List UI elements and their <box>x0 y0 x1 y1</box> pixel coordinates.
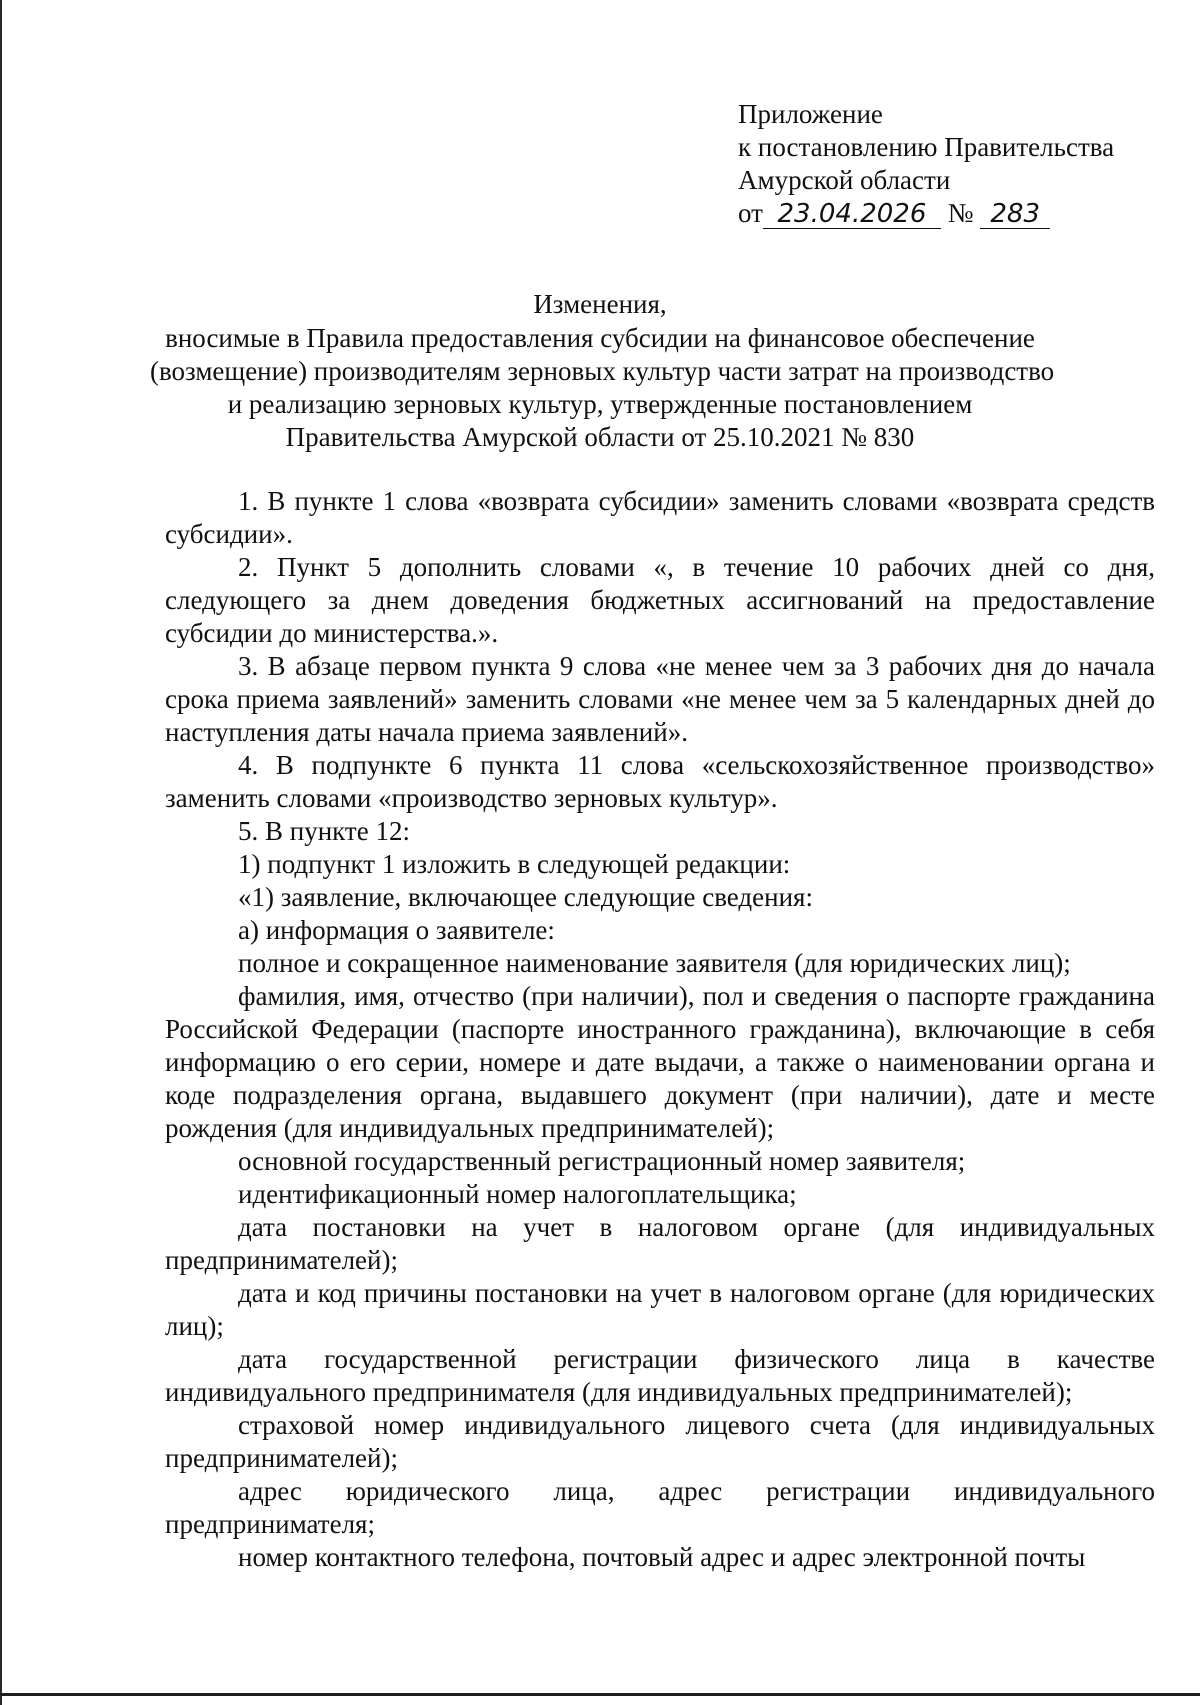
document-title: Изменения, <box>533 289 667 319</box>
appendix-header <box>738 98 1178 230</box>
handwritten-number: 283 <box>980 200 1050 229</box>
document-subtitle <box>150 322 1055 454</box>
info-inn: идентификационный номер налогоплательщика; <box>238 1179 797 1209</box>
info-tax-registration-legal: дата и код причины постановки на учет в налоговом органе (для юридических лиц); <box>165 1278 1155 1341</box>
appendix-region-line: Амурской области <box>738 165 951 195</box>
appendix-resolution-line: к постановлению Правительства <box>738 132 1115 162</box>
document-body <box>165 485 1155 1574</box>
scan-edge-left <box>0 0 2 1705</box>
paragraph-item-1: 1. В пункте 1 слова «возврата субсидии» заменить словами «возврата средств субсидии». <box>165 486 1155 549</box>
handwritten-date: 23.04.2026 <box>763 200 941 229</box>
paragraph-item-4: 4. В подпункте 6 пункта 11 слова «сельскохозяйственное производство» заменить словами «производство зерновых культур». <box>165 750 1155 813</box>
applicant-info-clause: а) информация о заявителе: <box>238 915 555 945</box>
date-prefix: от <box>738 198 763 228</box>
info-snils: страховой номер индивидуального лицевого счета (для индивидуальных предпринимателей); <box>165 1410 1155 1473</box>
paragraph-item-5: 5. В пункте 12: <box>238 816 410 846</box>
subtitle-line-2: (возмещение) производителям зерновых культур части затрат на производство <box>150 356 1055 386</box>
subtitle-line-1: вносимые в Правила предоставления субсидии на финансовое обеспечение <box>165 323 1035 353</box>
number-prefix: № <box>947 198 974 228</box>
info-tax-registration-ip: дата постановки на учет в налоговом органе (для индивидуальных предпринимателей); <box>165 1212 1155 1275</box>
subitem-1: 1) подпункт 1 изложить в следующей редакции: <box>238 849 791 879</box>
paragraph-item-2: 2. Пункт 5 дополнить словами «, в течение 10 рабочих дней со дня, следующего за днем доведения бюджетных ассигнований на предоставление субсидии до министерства.». <box>165 552 1155 648</box>
info-state-registration: дата государственной регистрации физического лица в качестве индивидуального предпринимателя (для индивидуальных предпринимателей); <box>165 1344 1155 1407</box>
application-clause: «1) заявление, включающее следующие сведения: <box>238 882 813 912</box>
info-full-name: полное и сокращенное наименование заявителя (для юридических лиц); <box>238 948 1071 978</box>
scan-edge-bottom <box>0 1693 1200 1696</box>
info-address: адрес юридического лица, адрес регистрации индивидуального предпринимателя; <box>165 1476 1155 1539</box>
paragraph-item-3: 3. В абзаце первом пункта 9 слова «не менее чем за 3 рабочих дня до начала срока приема заявлений» заменить словами «не менее чем за 5 календарных дней до наступления даты начала приема заявлений». <box>165 651 1155 747</box>
appendix-title: Приложение <box>738 99 883 129</box>
subtitle-line-3: и реализацию зерновых культур, утвержденные постановлением <box>227 389 973 419</box>
info-passport: фамилия, имя, отчество (при наличии), пол и сведения о паспорте гражданина Российской Федерации (паспорте иностранного гражданина), включающие в себя информацию о его серии, номере и дате выдачи, а также о наименовании органа и коде подразделения органа, выдавшего документ (при наличии), дате и месте рождения (для индивидуальных предпринимателей); <box>165 981 1155 1143</box>
subtitle-line-4: Правительства Амурской области от 25.10.2021 № 830 <box>285 422 915 452</box>
info-contacts: номер контактного телефона, почтовый адрес и адрес электронной почты <box>238 1542 1086 1572</box>
info-ogrn: основной государственный регистрационный номер заявителя; <box>238 1146 966 1176</box>
appendix-date-number-line <box>738 197 1178 230</box>
